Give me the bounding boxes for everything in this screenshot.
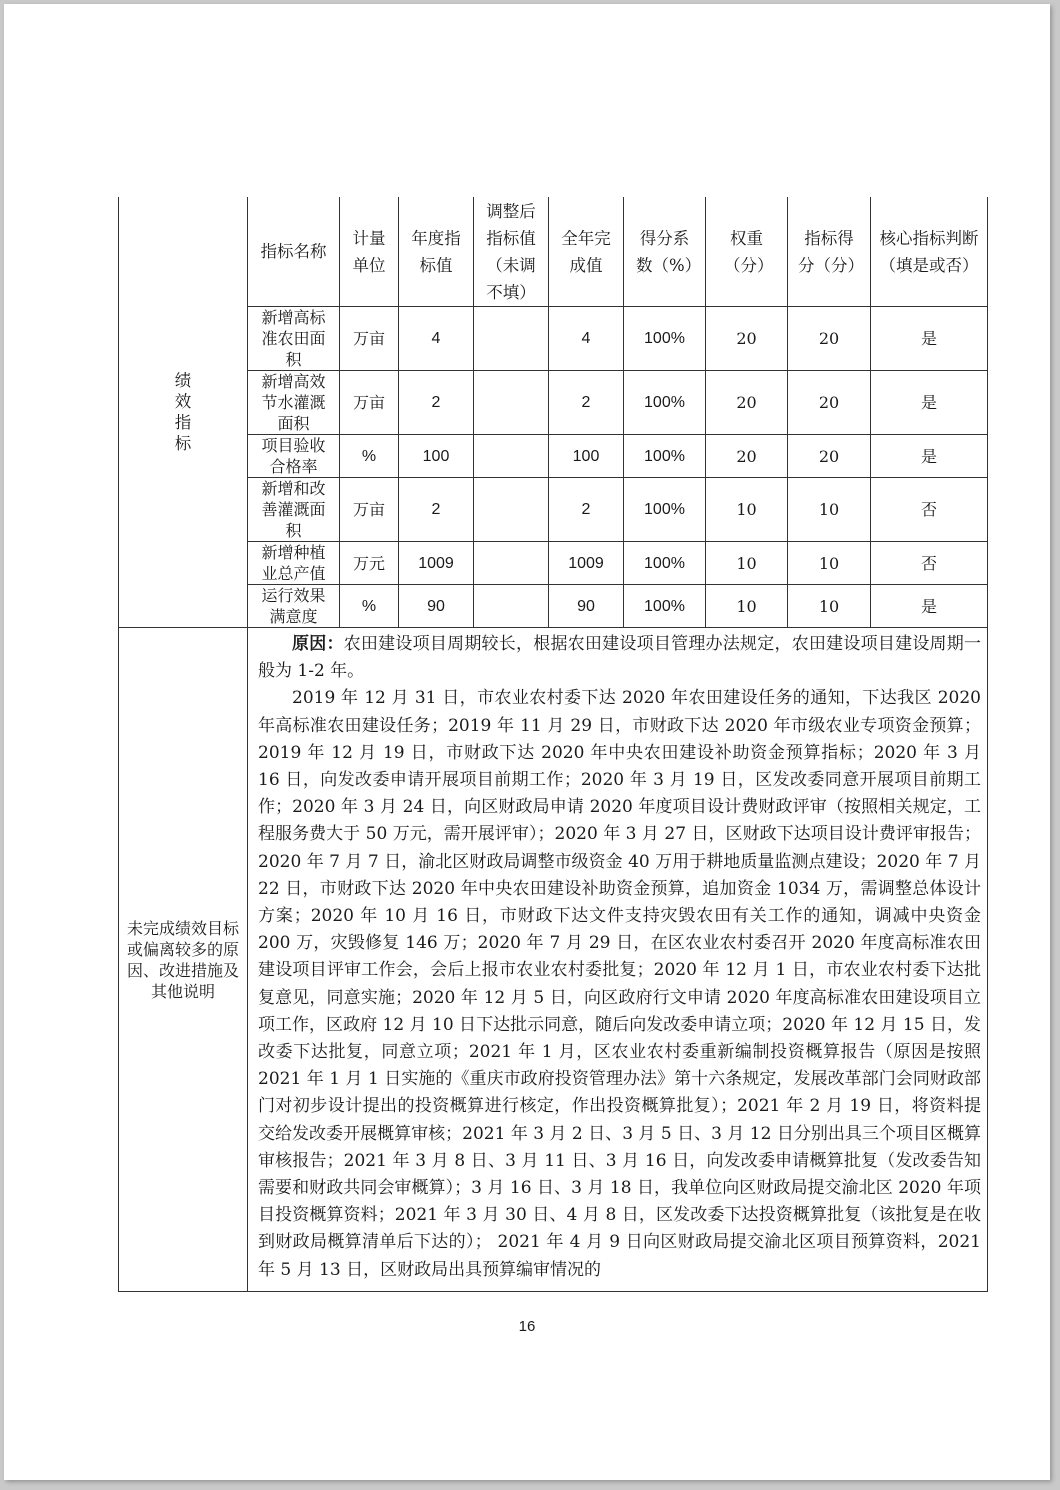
completion-cell: 2: [549, 478, 624, 542]
document-page: [4, 4, 1050, 1480]
score-coefficient-cell: 100%: [624, 585, 706, 628]
score-cell: 20: [788, 307, 871, 371]
weight-cell: 20: [706, 435, 788, 478]
header-cell: 得分系数（%）: [624, 197, 706, 307]
core-judgement-cell: 是: [871, 585, 988, 628]
reason-paragraph: [258, 631, 981, 685]
table-header-row: [119, 197, 988, 307]
score-cell: 10: [788, 585, 871, 628]
indicator-name: 新增高效节水灌溉面积: [248, 371, 340, 435]
score-coefficient-cell: 100%: [624, 478, 706, 542]
table-row: [119, 585, 988, 628]
adjusted-target-cell: [474, 478, 549, 542]
header-cell: 年度指标值: [399, 197, 474, 307]
annual-target-cell: 2: [399, 371, 474, 435]
annual-target-cell: 4: [399, 307, 474, 371]
adjusted-target-cell: [474, 371, 549, 435]
completion-cell: 90: [549, 585, 624, 628]
annual-target-cell: 2: [399, 478, 474, 542]
table-row: [119, 542, 988, 585]
score-coefficient-cell: 100%: [624, 435, 706, 478]
indicator-name: 新增高标准农田面积: [248, 307, 340, 371]
unit-cell: 万亩: [340, 478, 399, 542]
timeline-paragraph: 2019 年 12 月 31 日，市农业农村委下达 2020 年农田建设任务的通知，下达我区 2020 年高标准农田建设任务；2019 年 11 月 29 日，市财政下达 2020 年市级农业专项资金预算；2019 年 12 月 19 日，市财政下达 2020 年中央农田建设补助资金预算指标；2020 年 3 月 16 日，向发改委申请开展项目前期工作；2020 年 3 月 19 日，区发改委同意开展项目前期工作；2020 年 3 月 24 日，向区财政局申请 2020 年度项目设计费财政评审（按照相关规定，工程服务费大于 50 万元，需开展评审）；2020 年 3 月 27 日，区财政下达项目设计费评审报告；2020 年 7 月 7 日，渝北区财政局调整市级资金 40 万用于耕地质量监测点建设；2020 年 7 月 22 日，市财政下达 2020 年中央农田建设补助资金预算，追加资金 1034 万，需调整总体设计方案；2020 年 10 月 16 日，市财政下达文件支持灾毁农田有关工作的通知，调减中央资金 200 万，灾毁修复 146 万；2020 年 7 月 29 日，在区农业农村委召开 2020 年度高标准农田建设项目评审工作会，会后上报市农业农村委批复；2020 年 12 月 1 日，市农业农村委下达批复意见，同意实施；2020 年 12 月 5 日，向区政府行文申请 2020 年度高标准农田建设项目立项工作，区政府 12 月 10 日下达批示同意，随后向发改委申请立项；2020 年 12 月 15 日，发改委下达批复，同意立项；2021 年 1 月，区农业农村委重新编制投资概算报告（原因是按照 2021 年 1 月 1 日实施的《重庆市政府投资管理办法》第十六条规定，发展改革部门会同财政部门对初步设计提出的投资概算进行核定，作出投资概算批复）；2021 年 2 月 19 日，将资料提交给发改委开展概算审核；2021 年 3 月 2 日、3 月 5 日、3 月 12 日分别出具三个项目区概算审核报告；2021 年 3 月 8 日、3 月 11 日、3 月 16 日，向发改委申请概算批复（发改委告知需要和财政共同会审概算）；3 月 16 日、3 月 18 日，我单位向区财政局提交渝北区 2020 年项目投资概算资料；2021 年 3 月 30 日、4 月 8 日，区发改委下达投资概算批复（该批复是在收到财政局概算清单后下达的）； 2021 年 4 月 9 日向区财政局提交渝北区项目预算资料，2021 年 5 月 13 日，区财政局出具预算编审情况的: [258, 688, 981, 1280]
core-judgement-cell: 否: [871, 478, 988, 542]
weight-cell: 20: [706, 307, 788, 371]
weight-cell: 10: [706, 542, 788, 585]
header-cell: 全年完成值: [549, 197, 624, 307]
header-cell: 权重（分）: [706, 197, 788, 307]
table-row: [119, 371, 988, 435]
indicator-name: 新增种植业总产值: [248, 542, 340, 585]
core-judgement-cell: 是: [871, 307, 988, 371]
unit-cell: 万元: [340, 542, 399, 585]
completion-cell: 100: [549, 435, 624, 478]
indicator-name: 新增和改善灌溉面积: [248, 478, 340, 542]
score-cell: 10: [788, 542, 871, 585]
unit-cell: 万亩: [340, 371, 399, 435]
performance-indicator-text: 绩效指标: [174, 371, 192, 453]
completion-cell: 4: [549, 307, 624, 371]
annual-target-cell: 100: [399, 435, 474, 478]
indicator-name: 项目验收合格率: [248, 435, 340, 478]
annual-target-cell: 90: [399, 585, 474, 628]
unit-cell: %: [340, 585, 399, 628]
weight-cell: 20: [706, 371, 788, 435]
adjusted-target-cell: [474, 542, 549, 585]
score-cell: 20: [788, 435, 871, 478]
score-coefficient-cell: 100%: [624, 542, 706, 585]
adjusted-target-cell: [474, 585, 549, 628]
performance-indicator-label: [119, 197, 248, 628]
score-coefficient-cell: 100%: [624, 371, 706, 435]
core-judgement-cell: 是: [871, 435, 988, 478]
header-cell: 指标得分（分）: [788, 197, 871, 307]
explanation-label: 未完成绩效目标或偏离较多的原因、改进措施及其他说明: [119, 628, 248, 1292]
header-cell: 指标名称: [248, 197, 340, 307]
unit-cell: 万亩: [340, 307, 399, 371]
score-cell: 10: [788, 478, 871, 542]
table-row: [119, 307, 988, 371]
header-cell: 调整后指标值（未调不填）: [474, 197, 549, 307]
score-cell: 20: [788, 371, 871, 435]
table-row: [119, 478, 988, 542]
weight-cell: 10: [706, 478, 788, 542]
core-judgement-cell: 是: [871, 371, 988, 435]
explanation-row: [119, 628, 988, 1292]
adjusted-target-cell: [474, 307, 549, 371]
explanation-text: [248, 628, 988, 1292]
performance-table: [118, 197, 988, 1292]
adjusted-target-cell: [474, 435, 549, 478]
completion-cell: 1009: [549, 542, 624, 585]
score-coefficient-cell: 100%: [624, 307, 706, 371]
header-cell: 核心指标判断（填是或否）: [871, 197, 988, 307]
header-cell: 计量单位: [340, 197, 399, 307]
table-row: [119, 435, 988, 478]
weight-cell: 10: [706, 585, 788, 628]
unit-cell: %: [340, 435, 399, 478]
reason-label: 原因：: [292, 634, 344, 654]
completion-cell: 2: [549, 371, 624, 435]
core-judgement-cell: 否: [871, 542, 988, 585]
annual-target-cell: 1009: [399, 542, 474, 585]
page-number: 16: [518, 1318, 536, 1335]
indicator-name: 运行效果满意度: [248, 585, 340, 628]
reason-body: 农田建设项目周期较长，根据农田建设项目管理办法规定，农田建设项目建设周期一般为 1-2 年。: [258, 634, 982, 682]
